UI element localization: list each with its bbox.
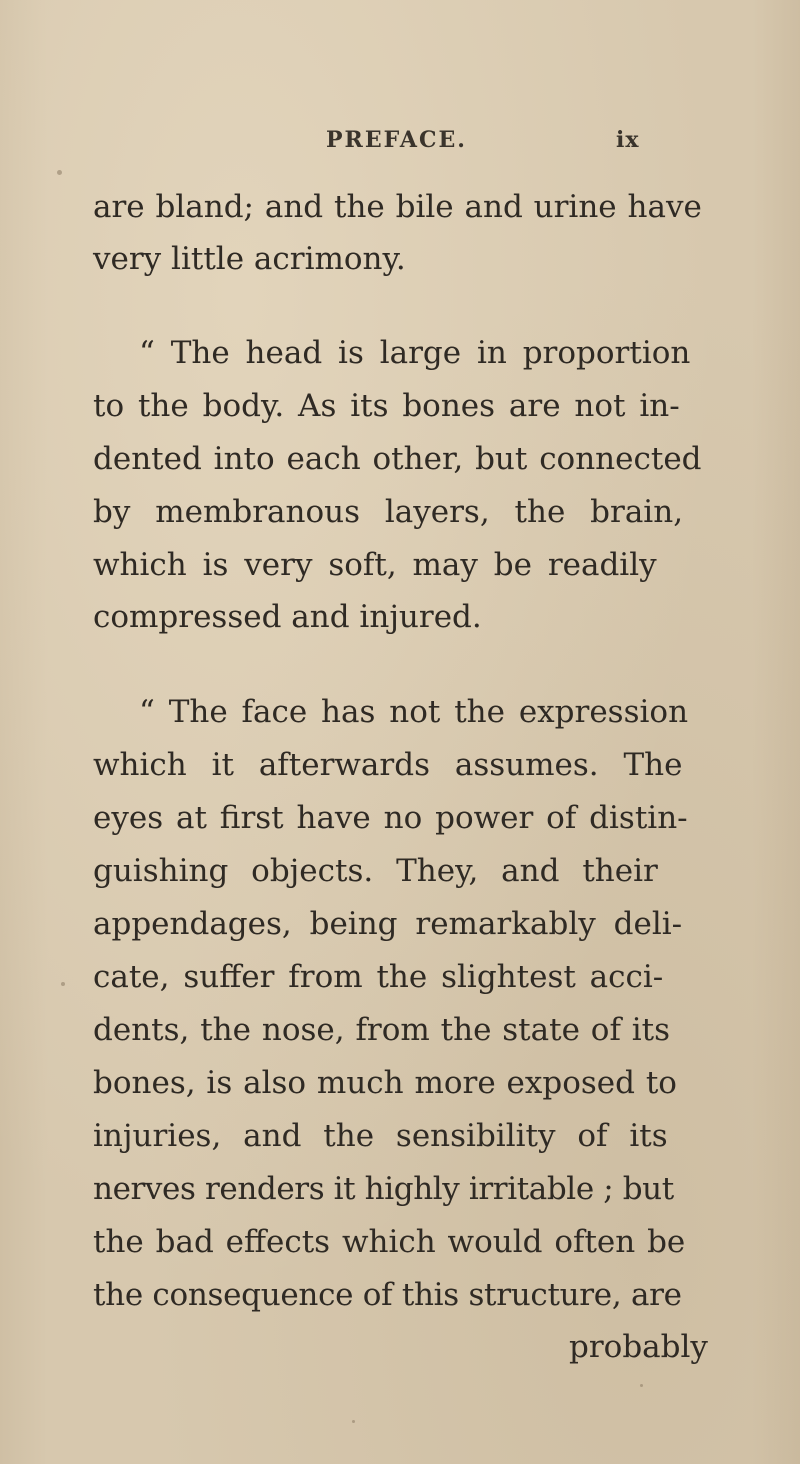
text-line: are bland; and the bile and urine have: [93, 189, 702, 225]
running-title: PREFACE.: [326, 127, 467, 153]
text-line: dents, the nose, from the state of its: [93, 1012, 671, 1048]
text-line: by membranous layers, the brain,: [93, 494, 684, 530]
paper-speck: [61, 982, 65, 986]
catchword: probably: [569, 1329, 708, 1365]
text-line: “ The face has not the expression: [139, 694, 689, 730]
text-line: nerves renders it highly irritable ; but: [93, 1171, 674, 1207]
text-line: very little acrimony.: [93, 241, 406, 277]
text-line: bones, is also much more exposed to: [93, 1065, 677, 1101]
text-line: compressed and injured.: [93, 599, 482, 635]
page-number: ix: [616, 127, 640, 153]
text-line: the consequence of this structure, are: [93, 1277, 682, 1313]
text-line: to the body. As its bones are not in-: [93, 388, 680, 424]
text-line: which it afterwards assumes. The: [93, 747, 683, 783]
text-line: appendages, being remarkably deli-: [93, 906, 683, 942]
running-head: [326, 127, 706, 161]
text-line: the bad effects which would often be: [93, 1224, 686, 1260]
text-line: dented into each other, but connected: [93, 441, 702, 477]
text-line: “ The head is large in proportion: [139, 335, 691, 371]
text-line: cate, suffer from the slightest acci-: [93, 959, 664, 995]
text-line: eyes at first have no power of distin-: [93, 800, 688, 836]
text-line: injuries, and the sensibility of its: [93, 1118, 668, 1154]
text-line: guishing objects. They, and their: [93, 853, 658, 889]
text-line: which is very soft, may be readily: [93, 547, 657, 583]
paper-speck: [352, 1420, 355, 1423]
paper-speck: [57, 170, 62, 175]
paper-speck: [640, 1384, 643, 1387]
